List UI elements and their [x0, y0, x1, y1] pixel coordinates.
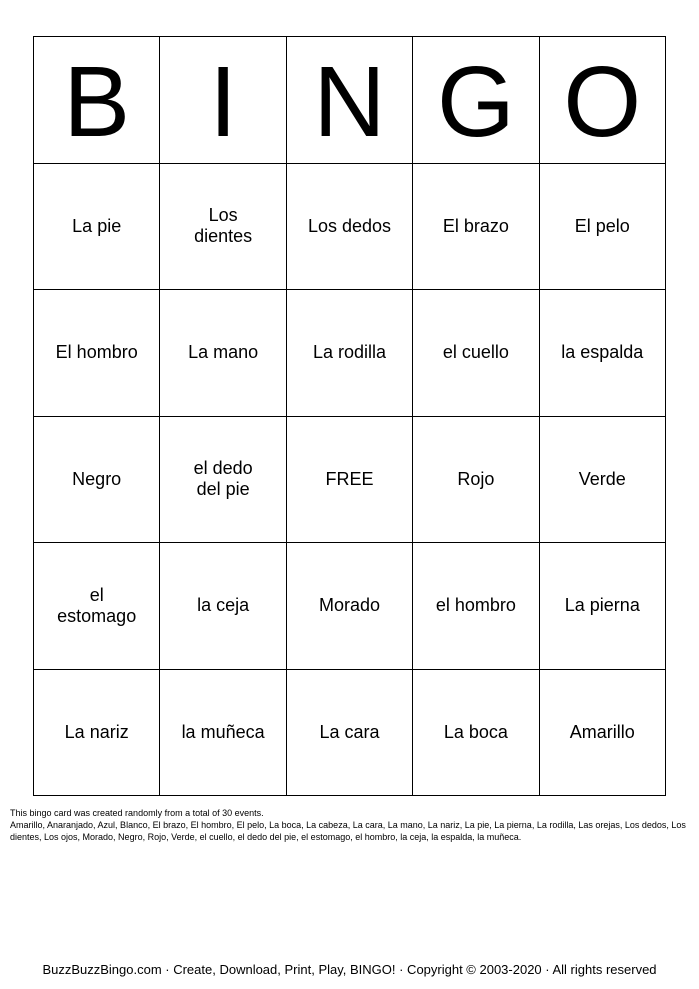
bingo-cell: Los dedos [287, 164, 413, 291]
bingo-cell: La nariz [34, 670, 160, 797]
bingo-cell: el cuello [413, 290, 539, 417]
bingo-cell: La mano [160, 290, 286, 417]
bingo-cell: Rojo [413, 417, 539, 544]
free-space-cell: FREE [287, 417, 413, 544]
bingo-cell: La pie [34, 164, 160, 291]
bingo-cell: Morado [287, 543, 413, 670]
bingo-card [33, 36, 666, 796]
bingo-cell: El pelo [540, 164, 666, 291]
header-letter-g: G [413, 37, 539, 164]
bingo-cell: La pierna [540, 543, 666, 670]
bingo-cell: Amarillo [540, 670, 666, 797]
bingo-cell: El hombro [34, 290, 160, 417]
bingo-cell: Los dientes [160, 164, 286, 291]
bingo-cell: Negro [34, 417, 160, 544]
footer-copyright: BuzzBuzzBingo.com · Create, Download, Print, Play, BINGO! · Copyright © 2003-2020 · All rights reserved [42, 962, 657, 977]
bingo-cell: el hombro [413, 543, 539, 670]
card-info [10, 807, 690, 843]
info-event-list: Amarillo, Anaranjado, Azul, Blanco, El brazo, El hombro, El pelo, La boca, La cabeza, La cara, La mano, La nariz, La pie, La pierna, La rodilla, Las orejas, Los dedos, Los dientes, Los ojos, Morado, Negro, Rojo, Verde, el cuello, el dedo del pie, el estomago, el hombro, la ceja, la espalda, la muñeca. [10, 820, 686, 842]
header-letter-b: B [34, 37, 160, 164]
bingo-cell: Verde [540, 417, 666, 544]
bingo-cell: La cara [287, 670, 413, 797]
bingo-cell: El brazo [413, 164, 539, 291]
bingo-cell: la ceja [160, 543, 286, 670]
header-letter-i: I [160, 37, 286, 164]
bingo-cell: La rodilla [287, 290, 413, 417]
bingo-cell: el estomago [34, 543, 160, 670]
header-letter-o: O [540, 37, 666, 164]
info-total-events: This bingo card was created randomly from a total of 30 events. [10, 808, 264, 818]
bingo-cell: la espalda [540, 290, 666, 417]
bingo-cell: la muñeca [160, 670, 286, 797]
bingo-cell: el dedo del pie [160, 417, 286, 544]
header-letter-n: N [287, 37, 413, 164]
bingo-cell: La boca [413, 670, 539, 797]
